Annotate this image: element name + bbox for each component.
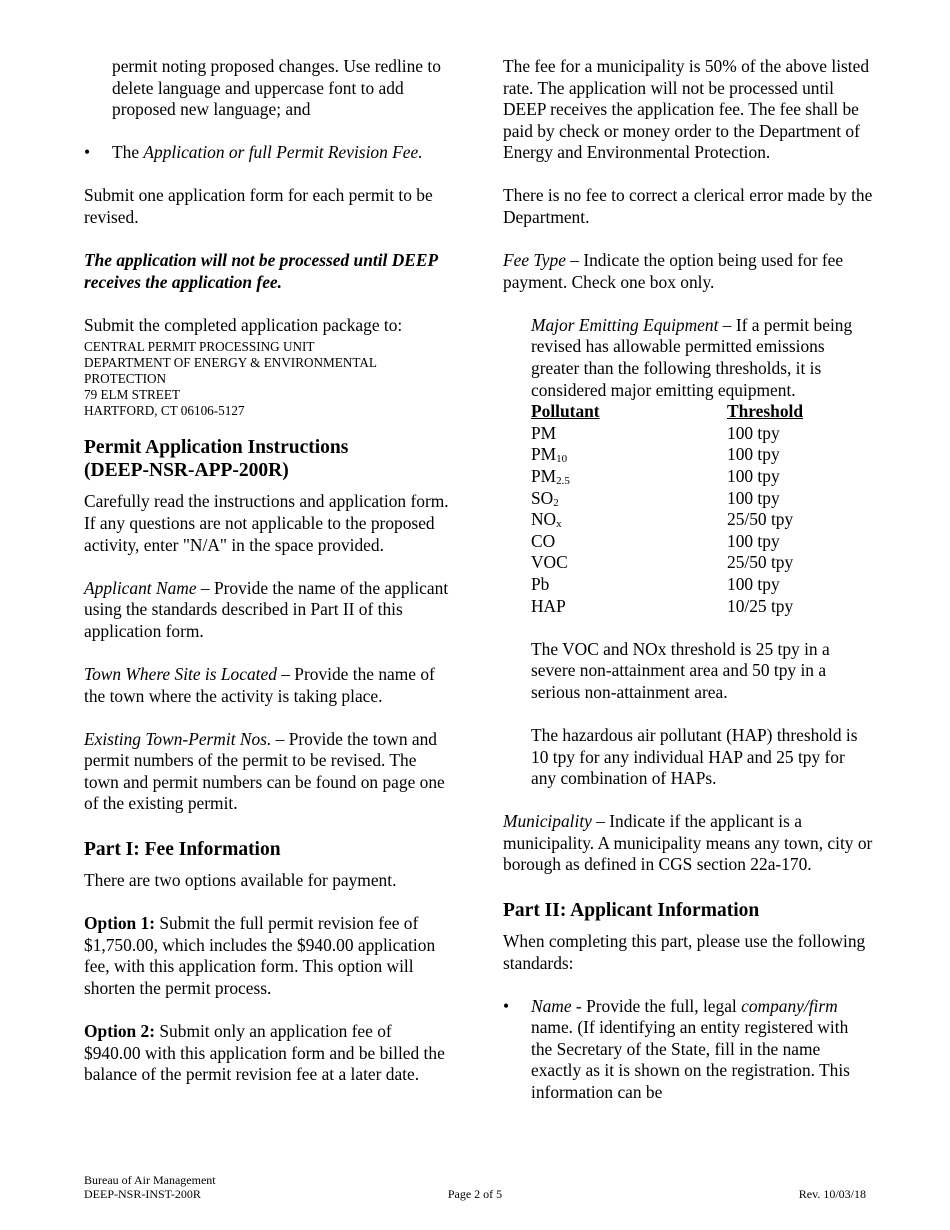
part2-heading: Part II: Applicant Information [503,900,760,921]
submit-one-text: Submit one application form for each permit to be revised. [84,185,433,227]
table-row: $SO_2$ 100 tpy [531,488,803,510]
table-row: $NO_x$ 25/50 tpy [531,509,803,531]
name-bullet: • Name - Provide the full, legal company/firm name. (If identifying an entity registered with the Secretary of the State, fill in the name exactly as it is shown on the registration. This information can be [503,995,850,1103]
submit-package-text: Submit the completed application package to: [84,314,403,335]
option1-text: Option 1: Submit the full permit revision fee of $1,750.00, which includes the $940.00 application fee, with this application form. This option will shorten the permit process. [84,913,436,998]
threshold-cell: 100 tpy [727,487,780,508]
pollutant-cell: NO [531,509,557,530]
pollutant-column-header: Pollutant [531,401,600,422]
hap-note: The hazardous air pollutant (HAP) threshold is 10 tpy for any individual HAP and 25 tpy for any combination of HAPs. [531,724,858,789]
fee-bullet: • The Application or full Permit Revision Fee. [84,142,423,163]
threshold-cell: 100 tpy [727,422,780,443]
pollutant-cell: Pb [531,573,550,594]
table-row [531,574,803,596]
right-column [503,56,873,1104]
footer-page-number: Page 2 of 5 [447,1187,503,1201]
continued-text: permit noting proposed changes. Use redline to delete language and uppercase font to add proposed new language; and [112,56,441,120]
threshold-column-header: Threshold [727,401,804,422]
voc-nox-note: The VOC and NOx threshold is 25 tpy in a severe non-attainment area and 50 tpy in a serious non-attainment area. [531,638,830,702]
no-fee-text: There is no fee to correct a clerical error made by the Department. [503,185,873,228]
town-instruction: Town Where Site is Located – Provide the name of the town where the activity is taking place. [84,663,435,706]
fee-type-instruction: Fee Type – Indicate the option being used for fee payment. Check one box only. [503,250,844,292]
threshold-cell: 100 tpy [727,466,780,486]
table-row: $PM_{2.5}$ 100 tpy [531,466,803,488]
major-emitting-instruction: Major Emitting Equipment – If a permit being revised has allowable permitted emissions greater than the following thresholds, it is considered major emitting equipment. [531,314,853,400]
address-line: DEPARTMENT OF ENERGY & ENVIRONMENTAL PROTECTION [84,355,377,387]
table-row [531,423,803,445]
threshold-cell: 10/25 tpy [727,595,794,616]
threshold-table-header [531,401,803,423]
pollutant-cell: SO [531,487,554,508]
standards-text: When completing this part, please use the following standards: [503,931,866,973]
footer-doc-id: DEEP-NSR-INST-200R [84,1187,201,1201]
bullet-dot: • [503,995,510,1016]
existing-permit-instruction: Existing Town-Permit Nos. – Provide the town and permit numbers of the permit to be revised. The town and permit numbers can be found on page one of the existing permit. [84,728,445,814]
table-row: $PM_{10}$ 100 tpy [531,444,803,466]
address-line: HARTFORD, CT 06106-5127 [84,403,245,419]
applicant-name-instruction: Applicant Name – Provide the name of the applicant using the standards described in Part II of this application form. [84,577,449,641]
pollutant-cell: PM [531,444,557,465]
bullet-dot: • [84,142,91,163]
municipality-fee-text: The fee for a municipality is 50% of the above listed rate. The application will not be processed until DEEP receives the application fee. The fee shall be paid by check or money order to the Department of Energy and Environmental Protection. [503,56,870,163]
part1-heading: Part I: Fee Information [84,838,281,860]
threshold-cell: 25/50 tpy [727,552,794,573]
option2-text: Option 2: Submit only an application fee of $940.00 with this application form and be billed the balance of the permit revision fee at a later date. [84,1020,445,1085]
left-column [84,56,452,1086]
pollutant-cell: PM [531,466,557,486]
instructions-heading: Permit Application Instructions (DEEP-NSR-APP-200R) [84,437,349,482]
pollutant-cell: VOC [531,552,568,573]
table-row [531,531,803,553]
footer-revision: Rev. 10/03/18 [798,1187,866,1201]
mailing-address [84,339,452,419]
footer-bureau: Bureau of Air Management [84,1173,216,1187]
threshold-cell: 100 tpy [727,444,780,465]
municipality-instruction: Municipality – Indicate if the applicant is a municipality. A municipality means any town, city or borough as defined in CGS section 22a-170. [503,811,873,875]
pollutant-cell: PM [531,422,557,443]
threshold-table [531,401,803,617]
fee-bullet-italic: Application or full Permit Revision Fee. [143,142,423,163]
threshold-cell: 100 tpy [727,573,780,594]
two-options-text: There are two options available for payment. [84,869,397,890]
not-processed-warning: The application will not be processed until DEEP receives the application fee. [84,250,438,292]
table-row [531,552,803,574]
threshold-cell: 100 tpy [727,530,780,551]
table-row [531,596,803,618]
pollutant-cell: CO [531,530,556,551]
carefully-read-text: Carefully read the instructions and application form. If any questions are not applicable to the proposed activity, enter "N/A" in the space provided. [84,491,449,555]
threshold-cell: 25/50 tpy [727,509,794,530]
pollutant-cell: HAP [531,595,566,616]
address-line: CENTRAL PERMIT PROCESSING UNIT [84,339,315,355]
address-line: 79 ELM STREET [84,387,180,403]
